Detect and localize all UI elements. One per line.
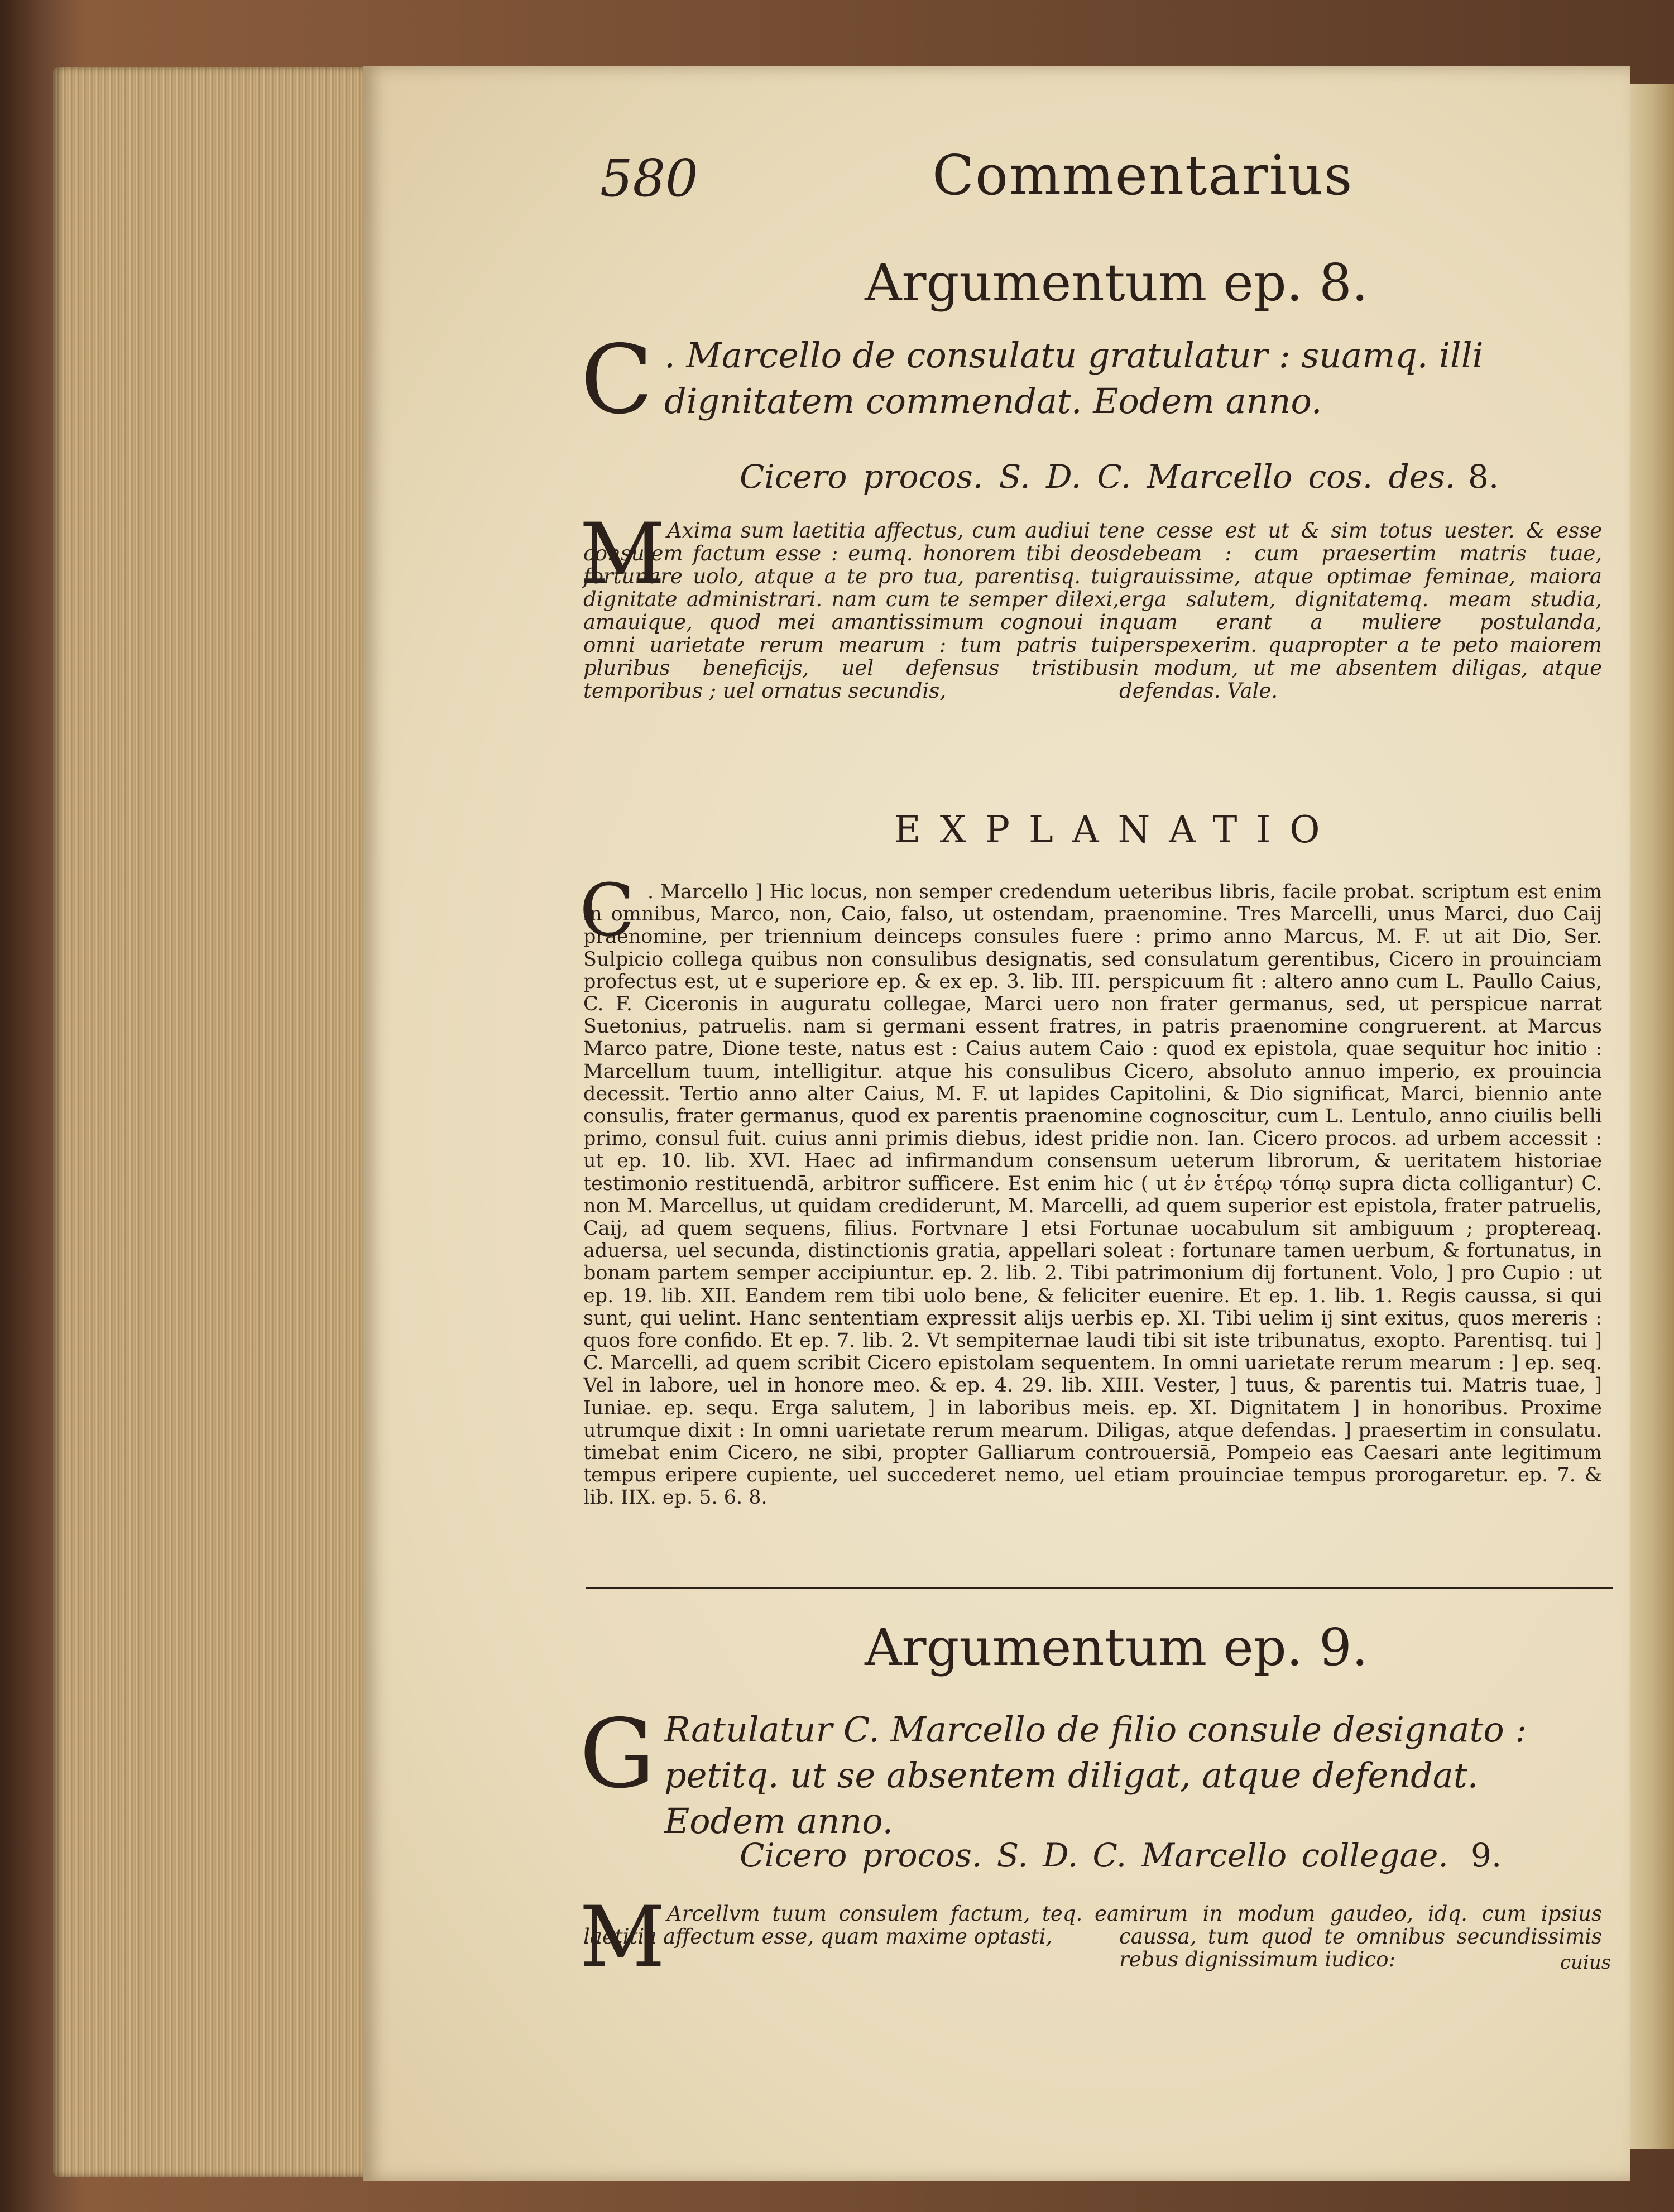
- letter-column-right-ep8: ne cesse est ut & sim totus uester. & esse debeam : cum praesertim matris tuae, grauissime, atque optimae feminae, maiora erga salutem, dignitatemq. meam studia, quam erant a muliere postulanda, perspexerim. quapropter a te peto maiorem in modum, ut me absentem diligas, atque defendas. Vale.: [1119, 519, 1602, 703]
- salutation-ep9: Cicero procos. S. D. C. Marcello collegae.: [740, 1836, 1448, 1874]
- facing-page-edge: [1630, 84, 1674, 2149]
- explanatio-drop-cap: C: [579, 868, 635, 953]
- page-number: 580: [600, 148, 698, 208]
- letter-drop-cap-ep8: M: [579, 506, 665, 603]
- section-heading-ep9: Argumentum ep. 9.: [865, 1618, 1368, 1677]
- book-page: [363, 66, 1630, 2181]
- letter-column-left-ep8: Axima sum laetitia affectus, cum audiui te consulem factum esse : eumq. honorem tibi deos fortunare uolo, atque a te pro tua, parentisq. tui dignitate administrari. nam cum te semper dilexi, amauique, quod mei amantissimum cognoui in omni uarietate rerum mearum : tum patris tui pluribus beneficijs, uel defensus tristibus temporibus ; uel ornatus secundis,: [583, 519, 1119, 703]
- letter-number-ep8: 8.: [1468, 458, 1499, 496]
- running-title: Commentarius: [932, 144, 1354, 208]
- letter-drop-cap-ep9: M: [579, 1889, 665, 1986]
- catchword: cuius: [1560, 1951, 1611, 1974]
- argument-text-ep8: . Marcello de consulatu gratulatur : suamq. illi dignitatem commendat. Eodem anno.: [664, 335, 1484, 421]
- letter-column-left-ep9: Arcellvm tuum consulem factum, teq. ea laetitia affectum esse, quam maxime optasti,: [583, 1902, 1119, 1949]
- explanatio-body: . Marcello ] Hic locus, non semper credendum ueteribus libris, facile probat. scriptum est enim in omnibus, Marco, non, Caio, falso, ut ostendam, praenomine. Tres Marcelli, unus Marci, duo Caij praenomine, per triennium deinceps consules fuere : primo anno Marcus, M. F. ut ait Dio, Ser. Sulpicio collega quibus non consulibus designatis, sed consulatum gerentibus, Cicero in prouinciam profectus est, ut e superiore ep. & ex ep. 3. lib. III. perspicuum fit : altero anno cum L. Paullo Caius, C. F. Ciceronis in auguratu collegae, Marci uero non frater germanus, sed, ut perspicue narrat Suetonius, patruelis. nam si germani essent fratres, in patris praenomine congruerent. at Marcus Marco patre, Dione teste, natus est : Caius autem Caio : quod ex epistola, quae sequitur hoc initio : Marcellum tuum, intelligitur. atque his consulibus Cicero, absoluto annuo imperio, ex prouincia decessit. Tertio anno alter Caius, M. F. ut lapides Capitolini, & Dio significat, Marci, biennio ante consulis, frater germanus, quod ex parentis praenomine cognoscitur, cum L. Lentulo, anno ciuilis belli primo, consul fuit. cuius anni primis diebus, idest pridie non. Ian. Cicero procos. ad urbem accessit : ut ep. 10. lib. XVI. Haec ad infirmandum consensum ueterum librorum, & ueritatem historiae testimonio restituendā, arbitror sufficere. Est enim hic ( ut ἐν ἑτέρῳ τόπῳ supra dicta colligantur) C. non M. Marcellus, ut quidam crediderunt, M. Marcelli, ad quem superior est epistola, frater patruelis, Caij, ad quem sequens, filius. Fortvnare ] etsi Fortunae uocabulum sit ambiguum ; proptereaq. aduersa, uel secunda, distinctionis gratia, appellari soleat : fortunare tamen uerbum, & fortunatus, in bonam partem semper accipiuntur. ep. 2. lib. 2. Tibi patrimonium dij fortunent. Volo, ] pro Cupio : ut ep. 19. lib. XII. Eandem rem tibi uolo bene, & feliciter euenire. Et ep. 1. lib. 1. Regis caussa, si qui sunt, qui uelint. Hanc sententiam expressit alijs uerbis ep. XI. Tibi uelim ij sint exitus, quos mereris : quos fore confido. Et ep. 7. lib. 2. Vt sempiternae laudi tibi sit iste tribunatus, exopto. Parentisq. tui ] C. Marcelli, ad quem scribit Cicero epistolam sequentem. In omni uarietate rerum mearum : ] ep. seq. Vel in labore, uel in honore meo. & ep. 4. 29. lib. XIII. Vester, ] tuus, & parentis tui. Matris tuae, ] Iuniae. ep. sequ. Erga salutem, ] in laboribus meis. ep. XI. Dignitatem ] in honoribus. Proxime utrumque dixit : In omni uarietate rerum mearum. Diligas, atque defendas. ] praesertim in consulatu. timebat enim Cicero, ne sibi, propter Galliarum controuersiā, Pompeio eas Caesari ante legitimum tempus eripere cupiente, uel succederet nemo, uel etiam prouinciae tempus prorogaretur. ep. 7. & lib. IIX. ep. 5. 6. 8.: [583, 881, 1602, 1509]
- salutation-ep8: Cicero procos. S. D. C. Marcello cos. des.: [740, 458, 1456, 496]
- argument-text-ep9: Ratulatur C. Marcello de filio consule designato : petitq. ut se absentem diligat, atque defendat. Eodem anno.: [664, 1709, 1527, 1841]
- section-heading-ep8: Argumentum ep. 8.: [865, 253, 1368, 313]
- page-block-edges: [53, 67, 366, 2177]
- explanatio-heading: EXPLANATIO: [894, 808, 1339, 851]
- argument-drop-cap-ep9: G: [579, 1699, 655, 1810]
- argument-drop-cap-ep8: C: [581, 325, 654, 435]
- letter-number-ep9: 9.: [1471, 1836, 1502, 1874]
- section-divider-rule: [586, 1587, 1613, 1589]
- letter-column-right-ep9: mirum in modum gaudeo, idq. cum ipsius caussa, tum quod te omnibus secundissimis rebus dignissimum iudico:: [1119, 1902, 1602, 1971]
